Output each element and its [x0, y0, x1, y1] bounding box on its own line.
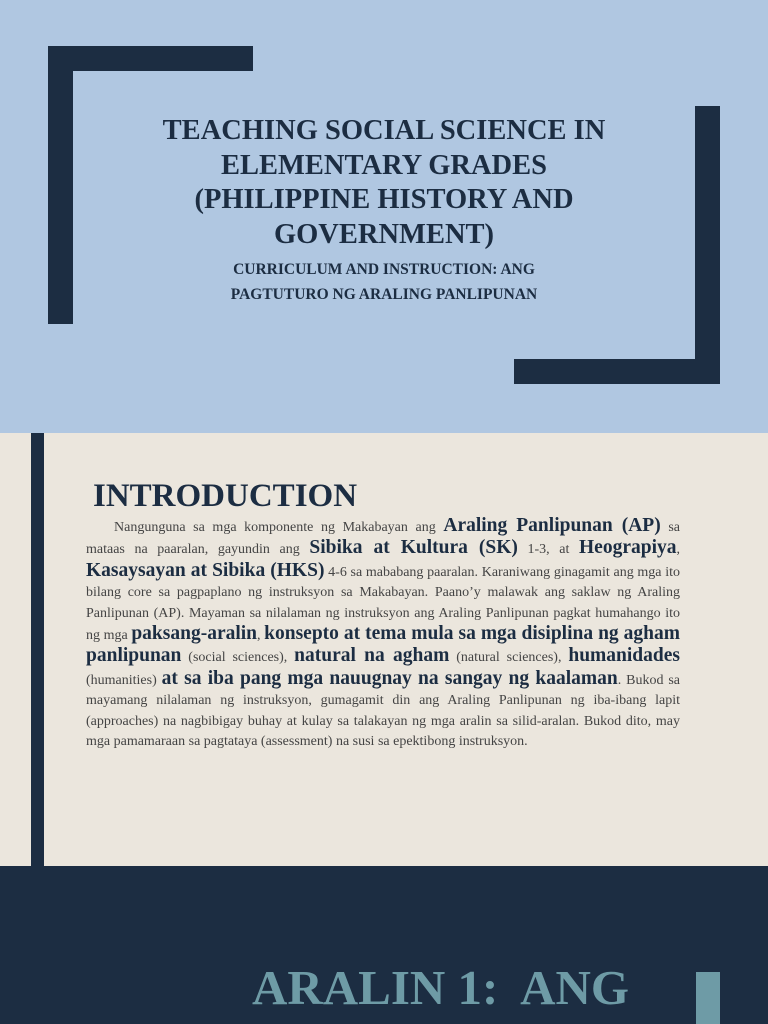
page-subtitle [150, 257, 618, 307]
introduction-left-bar [31, 433, 44, 866]
intro-text-run: sa mataas na paaralan, gayundin ang [86, 520, 680, 558]
subtitle-line: CURRICULUM AND INSTRUCTION: ANG [233, 261, 535, 278]
intro-text-run: . Bukod sa mayamang nilalaman ng instruksyon, gumagamit din ang Araling Panlipunan ng iba-ibang lapit (approaches) na nagbibigay buhay at kulay sa talakayan ng mga aralin sa silid-aralan. Bukod dito, may mga pamamaraan sa pagtataya (assessment) na susi sa epektibong instruksyon. [86, 672, 681, 750]
intro-bold-run: paksang-aralin [131, 623, 258, 645]
intro-text-run: (humanities) [86, 672, 162, 688]
intro-text-run: 4-6 sa mababang paaralan. Karaniwang ginagamit ang mga ito bilang core sa pagpaplano ng instruksyon sa Makabayan. Paano’y malawak ang saklaw ng Araling Panlipunan (AP). Mayaman sa nilalaman ng instruksyon ang Araling Panlipunan pagkat humahango ito ng mga [86, 564, 680, 644]
intro-bold-run: Heograpiya [579, 537, 677, 559]
subtitle-line: PAGTUTURO NG ARALING PANLIPUNAN [230, 286, 538, 303]
frame-top-left-horizontal [48, 46, 253, 71]
title-line: GOVERNMENT) [273, 218, 495, 250]
title-line: (PHILIPPINE HISTORY AND [194, 184, 574, 215]
intro-bold-run: Araling Panlipunan (AP) [443, 515, 661, 536]
title-line: ELEMENTARY GRADES [221, 149, 547, 181]
frame-bottom-right-vertical [695, 106, 720, 384]
intro-text-run: Nangunguna sa mga komponente ng Makabayan ang [114, 520, 444, 535]
intro-bold-run: konsepto at tema mula sa mga disiplina ng agham panlipunan [86, 623, 680, 667]
intro-text-run: , [257, 628, 265, 644]
frame-top-left-vertical [48, 46, 73, 324]
aralin-accent-bar [696, 972, 720, 1024]
title-line: TEACHING SOCIAL SCIENCE IN [162, 115, 606, 146]
intro-bold-run: natural na agham [294, 645, 450, 667]
intro-bold-run: Sibika at Kultura (SK) [309, 537, 518, 559]
intro-bold-run: humanidades [568, 645, 680, 667]
intro-bold-run: Kasaysayan at Sibika (HKS) [86, 559, 325, 581]
introduction-heading: INTRODUCTION [93, 478, 358, 514]
page-title [120, 114, 648, 252]
intro-text-run: (natural sciences), [449, 650, 569, 666]
introduction-paragraph [86, 516, 680, 752]
intro-bold-run: at sa iba pang mga nauugnay na sangay ng kaalaman [161, 667, 618, 689]
aralin-heading: ARALIN 1: ANG [252, 960, 630, 1015]
intro-text-run: , [676, 542, 681, 558]
frame-bottom-right-horizontal [514, 359, 720, 384]
intro-text-run: (social sciences), [181, 650, 295, 666]
intro-text-run: 1-3, at [517, 542, 580, 558]
